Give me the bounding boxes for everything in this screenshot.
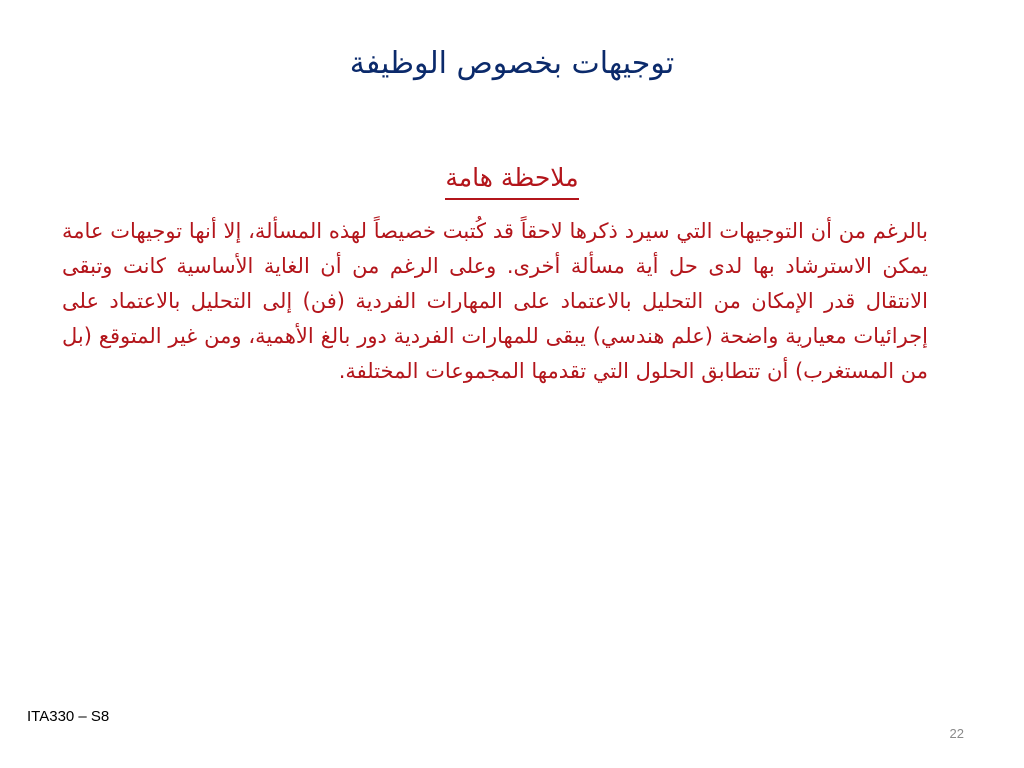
note-body-text: بالرغم من أن التوجيهات التي سيرد ذكرها لاحقاً قد كُتبت خصيصاً لهذه المسألة، إلا أنها توجيهات عامة يمكن الاسترشاد بها لدى حل أية مسألة أخرى. وعلى الرغم من أن الغاية الأساسية كانت وتبقى الانتقال قدر الإمكان من التحليل بالاعتماد على المهارات الفردية (فن) إلى التحليل بالاعتماد على إجرائيات معيارية واضحة (علم هندسي) يبقى للمهارات الفردية دور بالغ الأهمية، ومن غير المتوقع (بل من المستغرب) أن تتطابق الحلول التي تقدمها المجموعات المختلفة.: [62, 219, 928, 383]
page-number: 22: [949, 726, 964, 741]
note-heading: ملاحظة هامة: [445, 160, 578, 200]
footer-course-code: ITA330 – S8: [27, 708, 110, 725]
slide-title: توجيهات بخصوص الوظيفة: [349, 46, 675, 81]
note-heading-container: [0, 160, 1024, 200]
